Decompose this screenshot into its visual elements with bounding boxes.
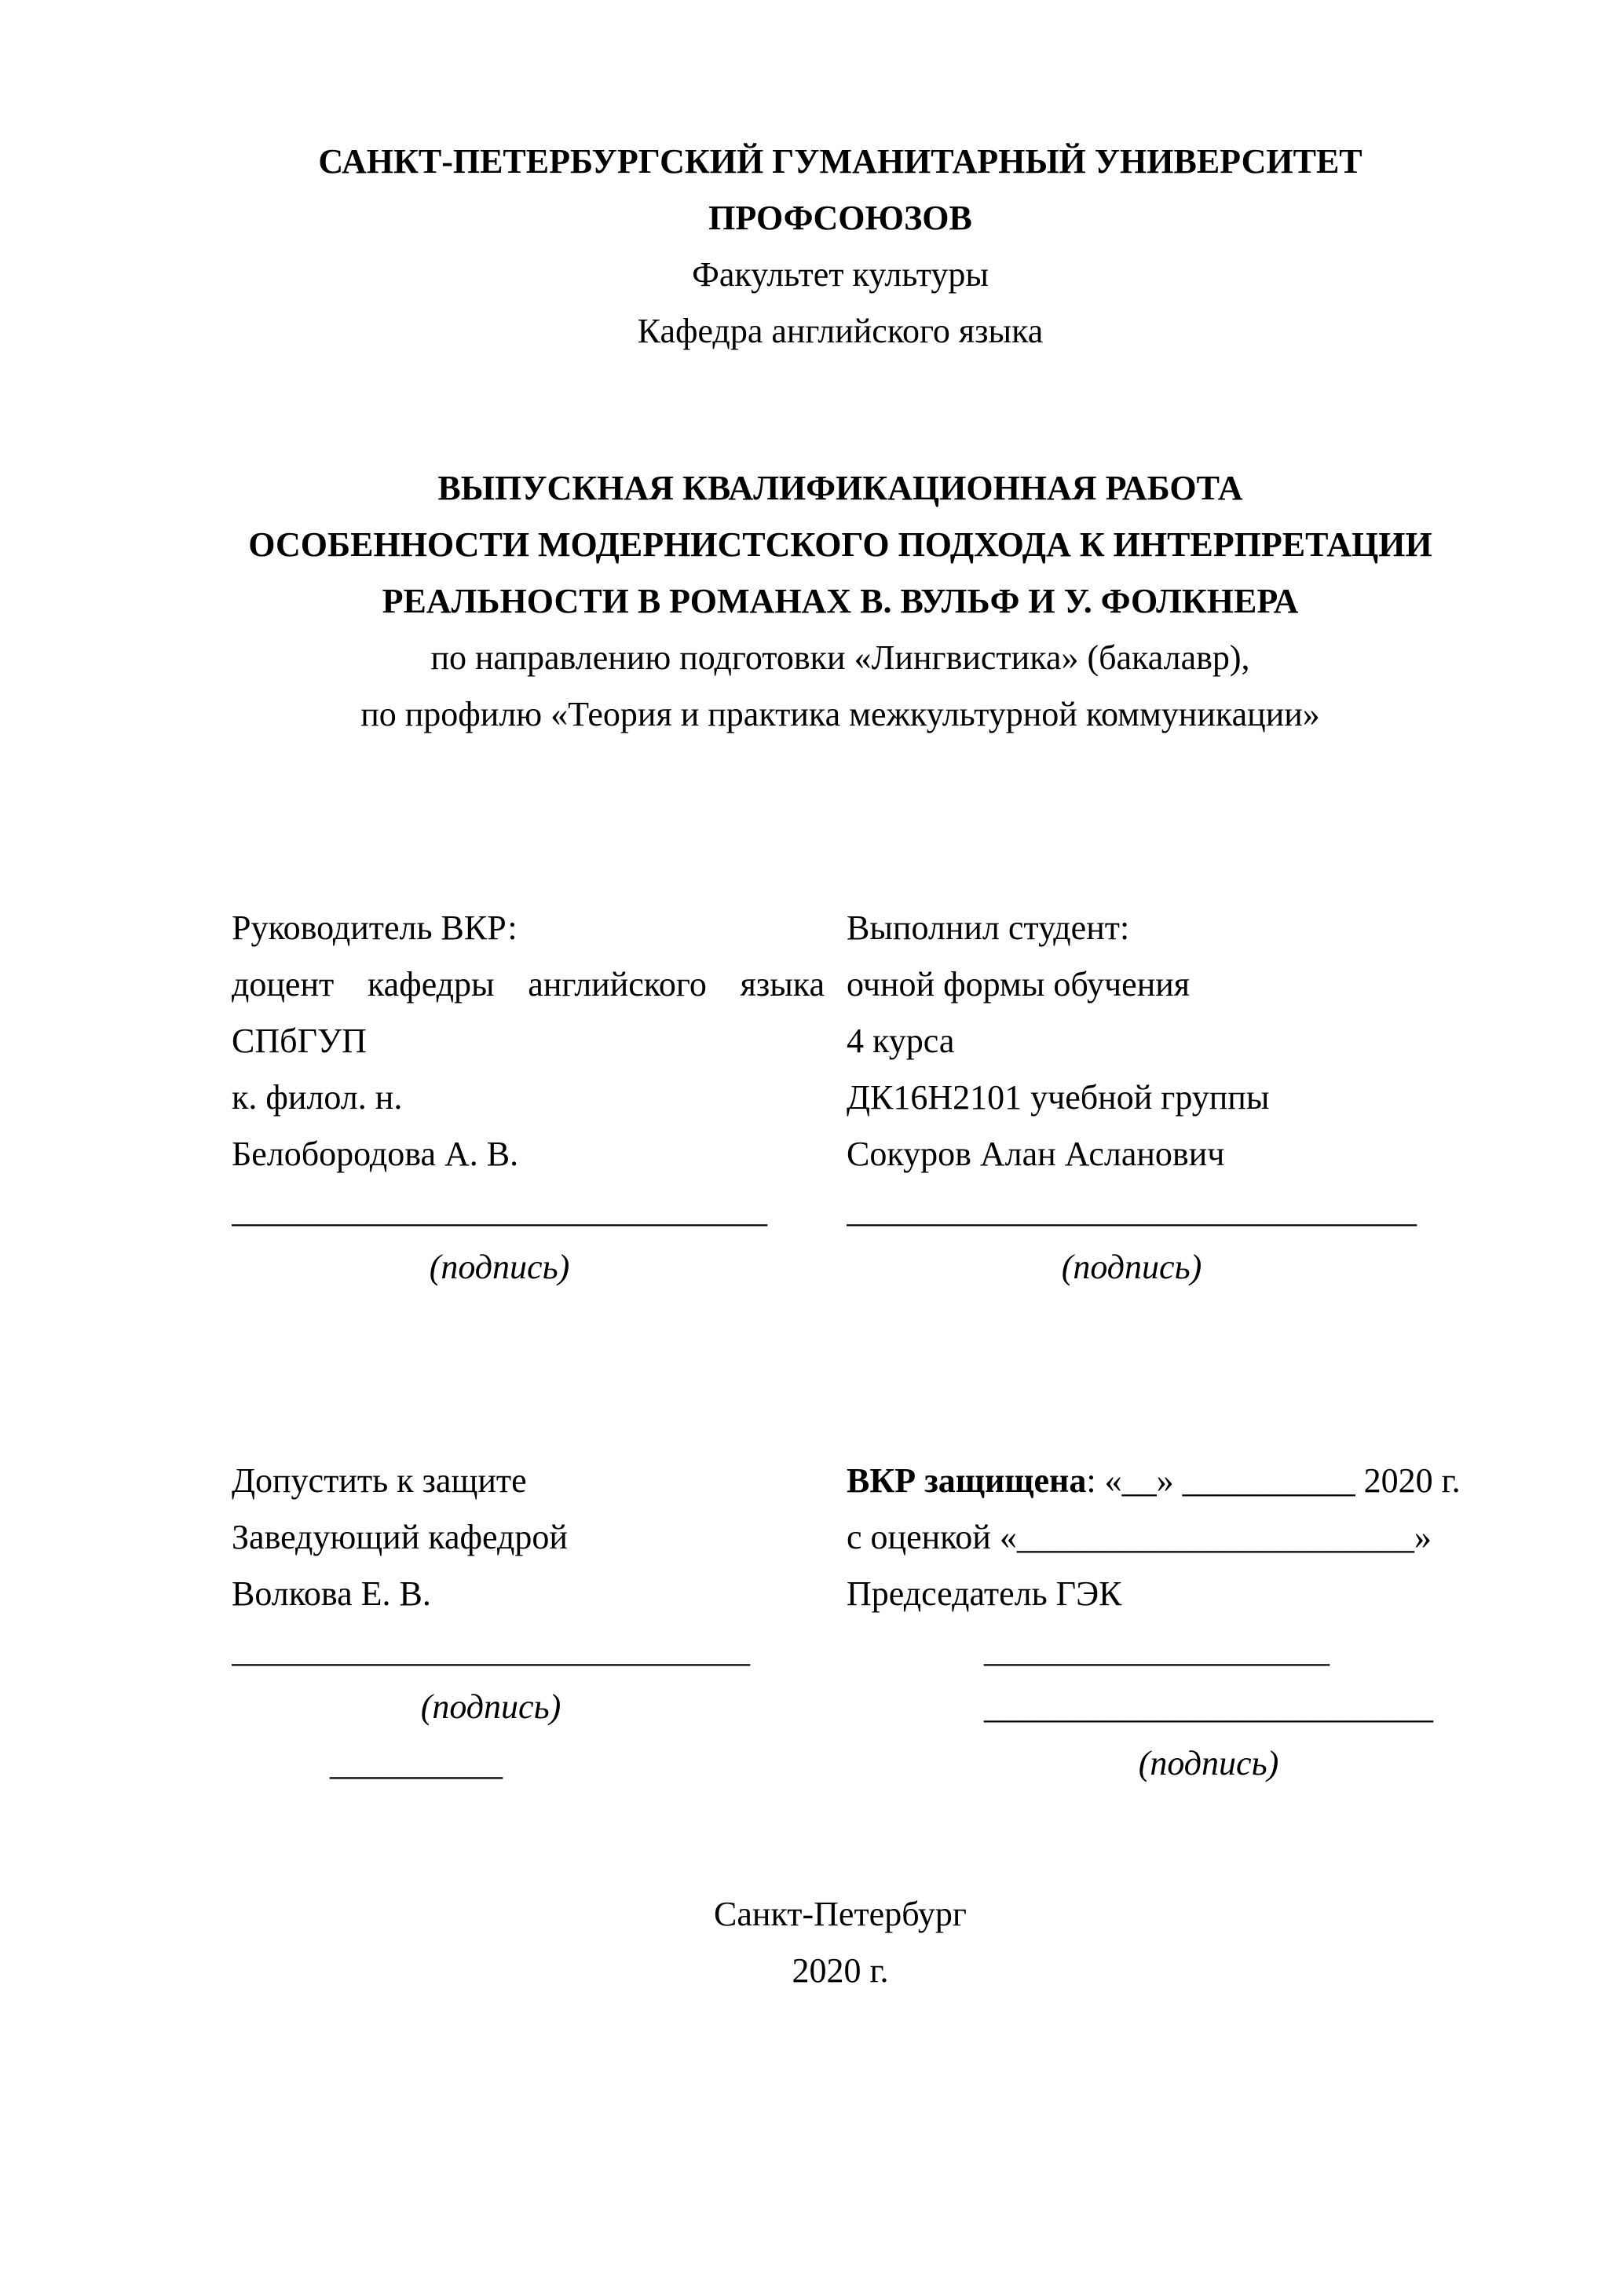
supervisor-signature-caption: (подпись) bbox=[429, 1248, 570, 1286]
defense-date-row bbox=[847, 1453, 1461, 1509]
supervisor-position: доцент кафедры английского языка СПбГУП bbox=[232, 965, 825, 1060]
student-study-form: очной формы обучения bbox=[847, 965, 1191, 1004]
student-block bbox=[847, 900, 1449, 1296]
admission-signature-caption: (подпись) bbox=[420, 1687, 561, 1726]
supervisor-degree: к. филол. н. bbox=[232, 1078, 403, 1117]
department-name: Кафедра английского языка bbox=[637, 312, 1044, 350]
chairman-line-2: __________________________ bbox=[984, 1687, 1433, 1726]
supervisor-signature-line: _______________________________ bbox=[232, 1191, 767, 1230]
defense-label: ВКР защищена bbox=[847, 1461, 1087, 1500]
city: Санкт-Петербург bbox=[714, 1895, 967, 1933]
faculty-name: Факультет культуры bbox=[692, 255, 989, 294]
university-name-line2: ПРОФСОЮЗОВ bbox=[708, 199, 972, 237]
student-signature-line: _________________________________ bbox=[847, 1191, 1417, 1230]
supervisor-name: Белобородова А. В. bbox=[232, 1135, 519, 1173]
defense-block bbox=[847, 1453, 1461, 1792]
admission-line1: Допустить к защите bbox=[232, 1461, 527, 1500]
committee-chairman-label: Председатель ГЭК bbox=[847, 1574, 1122, 1613]
supervisor-label: Руководитель ВКР: bbox=[232, 909, 518, 947]
year: 2020 г. bbox=[792, 1951, 889, 1990]
student-signature-caption: (подпись) bbox=[1061, 1248, 1202, 1286]
thesis-title-line1: ОСОБЕННОСТИ МОДЕРНИСТСКОГО ПОДХОДА К ИНТЕРПРЕТАЦИИ bbox=[248, 525, 1432, 564]
work-type: ВЫПУСКНАЯ КВАЛИФИКАЦИОННАЯ РАБОТА bbox=[437, 469, 1243, 507]
supervisor-block bbox=[232, 900, 825, 1296]
admission-signature-line: ______________________________ bbox=[232, 1631, 750, 1669]
thesis-title-line2: РЕАЛЬНОСТИ В РОМАНАХ В. ВУЛЬФ И У. ФОЛКНЕРА bbox=[382, 582, 1299, 620]
student-group: ДК16Н2101 учебной группы bbox=[847, 1078, 1270, 1117]
admission-line2: Заведующий кафедрой bbox=[232, 1518, 568, 1556]
chairman-line-1: ____________________ bbox=[984, 1631, 1330, 1669]
chairman-signature-caption: (подпись) bbox=[1138, 1744, 1279, 1782]
admission-date-line: __________ bbox=[330, 1744, 503, 1782]
thesis-title-block bbox=[232, 460, 1449, 743]
signatures-upper-section bbox=[232, 900, 1449, 1296]
signatures-lower-section bbox=[232, 1453, 1461, 1792]
study-profile: по профилю «Теория и практика межкультурной коммуникации» bbox=[360, 695, 1320, 733]
student-name: Сокуров Алан Асланович bbox=[847, 1135, 1225, 1173]
admission-block bbox=[232, 1453, 825, 1792]
head-of-department-name: Волкова Е. В. bbox=[232, 1574, 431, 1613]
defense-date-blanks: : «__» __________ 2020 г. bbox=[1086, 1461, 1461, 1500]
university-header bbox=[232, 133, 1449, 360]
defense-grade-row: с оценкой «_______________________» bbox=[847, 1518, 1432, 1556]
student-label: Выполнил студент: bbox=[847, 909, 1130, 947]
footer bbox=[232, 1886, 1449, 1999]
university-name-line1: САНКТ-ПЕТЕРБУРГСКИЙ ГУМАНИТАРНЫЙ УНИВЕРСИТЕТ bbox=[318, 142, 1362, 181]
study-program: по направлению подготовки «Лингвистика» (бакалавр), bbox=[430, 638, 1250, 677]
student-year: 4 курса bbox=[847, 1022, 955, 1060]
